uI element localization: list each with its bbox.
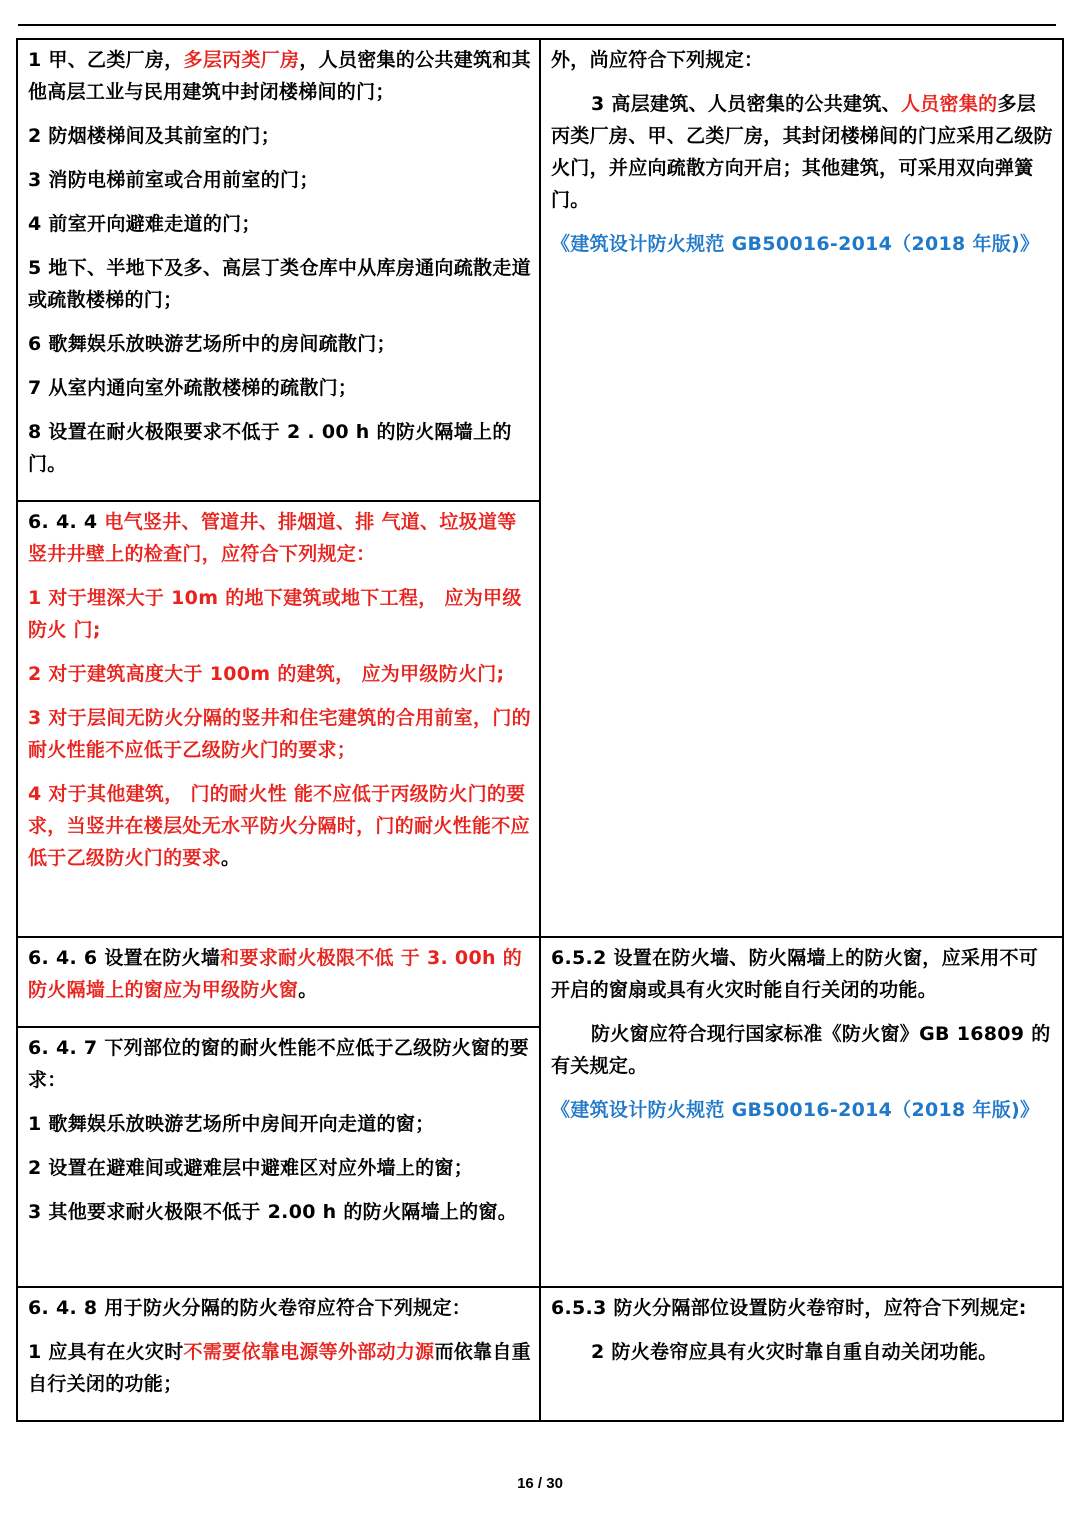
paragraph: 1 对于埋深大于 10m 的地下建筑或地下工程， 应为甲级防火 门; — [28, 587, 522, 641]
comparison-table — [16, 38, 1064, 1422]
citation: 《建筑设计防火规范 GB50016-2014（2018 年版)》 — [551, 1099, 1040, 1121]
right-cell — [540, 937, 1063, 1287]
citation: 《建筑设计防火规范 GB50016-2014（2018 年版)》 — [551, 233, 1040, 255]
paragraph: 6. 4. 4 电气竖井、管道井、排烟道、排 气道、垃圾道等竖井井壁上的检查门，应符合下列规定： — [28, 511, 517, 565]
paragraph: 6.5.2 设置在防火墙、防火隔墙上的防火窗，应采用不可开启的窗扇或具有火灾时能自行关闭的功能。 — [551, 947, 1039, 1001]
paragraph: 2 对于建筑高度大于 100m 的建筑， 应为甲级防火门; — [28, 663, 505, 685]
right-cell — [540, 1287, 1063, 1421]
paragraph: 6.5.3 防火分隔部位设置防火卷帘时，应符合下列规定: — [551, 1297, 1027, 1319]
paragraph: 3 消防电梯前室或合用前室的门； — [28, 169, 319, 191]
paragraph: 1 应具有在火灾时不需要依靠电源等外部动力源而依靠自重自行关闭的功能； — [28, 1341, 531, 1395]
paragraph: 1 歌舞娱乐放映游艺场所中房间开向走道的窗； — [28, 1113, 435, 1135]
paragraph: 3 对于层间无防火分隔的竖井和住宅建筑的合用前室，门的耐火性能不应低于乙级防火门的要求； — [28, 707, 531, 761]
paragraph: 6. 4. 8 用于防火分隔的防火卷帘应符合下列规定： — [28, 1297, 472, 1319]
paragraph: 8 设置在耐火极限要求不低于 2 . 00 h 的防火隔墙上的门。 — [28, 421, 512, 475]
left-cell — [17, 501, 540, 937]
paragraph: 4 前室开向避难走道的门； — [28, 213, 261, 235]
left-cell — [17, 39, 540, 501]
paragraph: 2 防火卷帘应具有火灾时靠自重自动关闭功能。 — [591, 1341, 998, 1363]
paragraph: 6 歌舞娱乐放映游艺场所中的房间疏散门； — [28, 333, 396, 355]
paragraph: 2 设置在避难间或避难层中避难区对应外墙上的窗； — [28, 1157, 474, 1179]
right-cell — [540, 39, 1063, 937]
table-row — [17, 1287, 1063, 1421]
paragraph: 4 对于其他建筑， 门的耐火性 能不应低于丙级防火门的要求，当竖井在楼层处无水平防火分隔时，门的耐火性能不应低于乙级防火门的要求。 — [28, 783, 530, 869]
left-cell — [17, 1287, 540, 1421]
table-row — [17, 39, 1063, 501]
paragraph: 2 防烟楼梯间及其前室的门； — [28, 125, 281, 147]
paragraph: 6. 4. 6 设置在防火墙和要求耐火极限不低 于 3. 00h 的防火隔墙上的窗应为甲级防火窗。 — [28, 947, 523, 1001]
paragraph: 6. 4. 7 下列部位的窗的耐火性能不应低于乙级防火窗的要求： — [28, 1037, 529, 1091]
paragraph: 5 地下、半地下及多、高层丁类仓库中从库房通向疏散走道或疏散楼梯的门； — [28, 257, 531, 311]
page-number: 16 / 30 — [517, 1475, 563, 1492]
header-rule — [18, 24, 1056, 26]
paragraph: 7 从室内通向室外疏散楼梯的疏散门； — [28, 377, 358, 399]
paragraph: 外，尚应符合下列规定： — [551, 49, 764, 71]
paragraph: 3 其他要求耐火极限不低于 2.00 h 的防火隔墙上的窗。 — [28, 1201, 518, 1223]
left-cell — [17, 937, 540, 1027]
paragraph: 3 高层建筑、人员密集的公共建筑、人员密集的多层丙类厂房、甲、乙类厂房，其封闭楼梯间的门应采用乙级防火门，并应向疏散方向开启；其他建筑，可采用双向弹簧门。 — [551, 93, 1053, 211]
paragraph: 1 甲、乙类厂房，多层丙类厂房，人员密集的公共建筑和其他高层工业与民用建筑中封闭楼梯间的门； — [28, 49, 531, 103]
left-cell — [17, 1027, 540, 1287]
paragraph: 防火窗应符合现行国家标准《防火窗》GB 16809 的有关规定。 — [551, 1023, 1051, 1077]
table-row — [17, 937, 1063, 1027]
